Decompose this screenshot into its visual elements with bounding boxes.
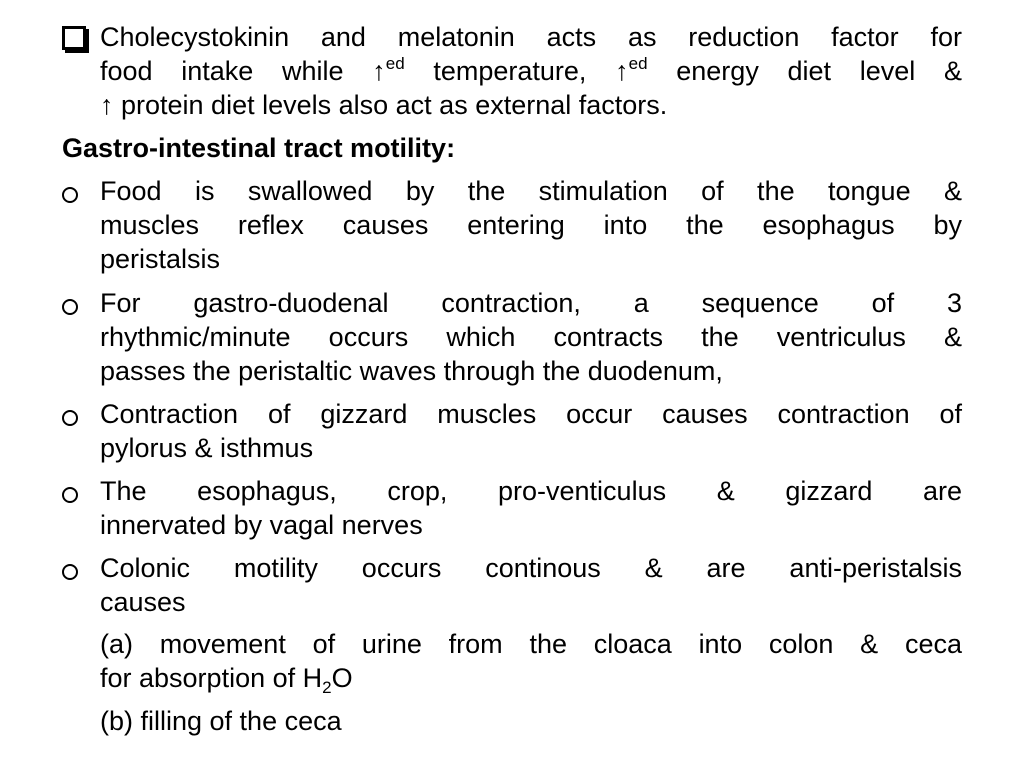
sub-a-line-2: for absorption of $H_2O$ [100, 663, 353, 697]
bullet-line: innervated by vagal nerves [100, 510, 423, 540]
bullet-line: For gastro-duodenal contraction, a sequence of 3 [100, 288, 962, 318]
checkbox-bullet-icon [62, 26, 86, 50]
bullet-line: peristalsis [100, 244, 221, 274]
sub-a-line-1: (a) movement of urine from the cloaca into colon & ceca [100, 629, 962, 659]
bullet-line: pylorus & isthmus [100, 433, 314, 463]
circle-bullet-icon [62, 487, 78, 503]
sub-item-a [100, 627, 962, 695]
bullet-line: Food is swallowed by the stimulation of the tongue & [100, 176, 962, 206]
bullet-line: The esophagus, crop, pro-venticulus & gizzard are [100, 476, 962, 506]
circle-bullet-icon [62, 299, 78, 315]
bullet-line: causes [100, 587, 186, 617]
circle-bullet-icon [62, 564, 78, 580]
intro-line-2: food intake while ↑$^{ed}$ temperature, ↑$^{ed}$ energy diet level & [100, 54, 962, 86]
circle-bullet-icon [62, 410, 78, 426]
bullet-line: muscles reflex causes entering into the esophagus by [100, 210, 962, 240]
bullet-line: rhythmic/minute occurs which contracts the ventriculus & [100, 322, 962, 352]
intro-line-1: Cholecystokinin and melatonin acts as reduction factor for [100, 22, 962, 52]
circle-bullet-icon [62, 187, 78, 203]
bullet-line: passes the peristaltic waves through the duodenum, [100, 356, 723, 386]
section-heading: Gastro-intestinal tract motility: [62, 133, 456, 163]
bullet-line: Contraction of gizzard muscles occur causes contraction of [100, 399, 962, 429]
bullet-line: Colonic motility occurs continous & are anti-peristalsis [100, 553, 962, 583]
intro-line-3: ↑ protein diet levels also act as external factors. [100, 90, 668, 120]
sub-item-b: (b) filling of the ceca [100, 706, 342, 736]
